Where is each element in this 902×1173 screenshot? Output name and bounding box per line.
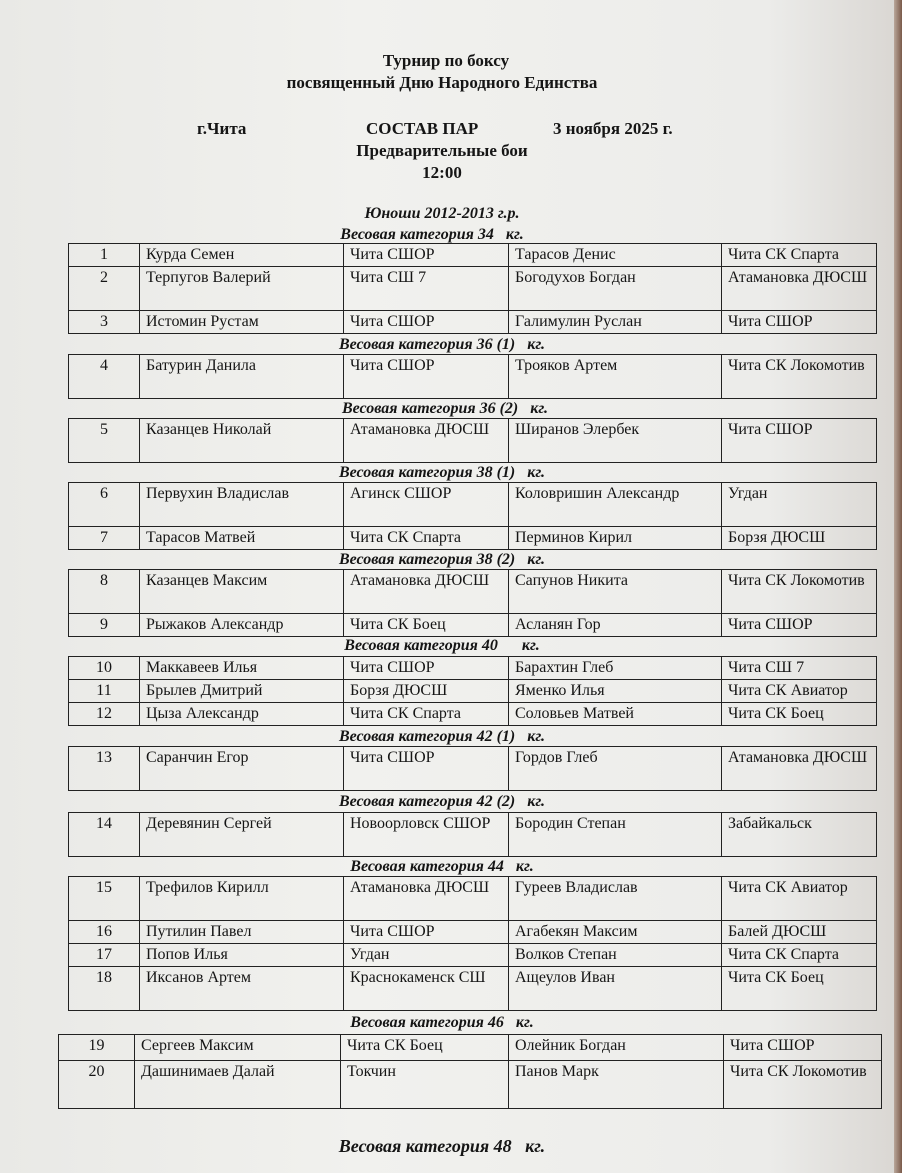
bout-number: 14 (69, 813, 140, 857)
fighter-2-name: Панов Марк (509, 1061, 724, 1109)
weight-category: Весовая категория 44 кг. (350, 858, 534, 875)
fighter-2-club: Чита СК Спарта (722, 244, 877, 267)
table-row (69, 570, 877, 614)
fighter-1-name: Деревянин Сергей (140, 813, 344, 857)
bouts-table (68, 656, 877, 726)
weight-category: Весовая категория 40 кг. (344, 637, 540, 654)
fighter-1-club: Атамановка ДЮСШ (344, 570, 509, 614)
bout-number: 10 (69, 657, 140, 680)
fighter-2-name: Асланян Гор (509, 614, 722, 637)
fighter-1-name: Путилин Павел (140, 921, 344, 944)
table-row (69, 657, 877, 680)
fighter-1-name: Первухин Владислав (140, 483, 344, 527)
fighter-1-club: Чита СК Боец (341, 1035, 509, 1061)
city: г.Чита (197, 119, 247, 138)
bout-number: 11 (69, 680, 140, 703)
fighter-2-club: Чита СК Спарта (722, 944, 877, 967)
table-row (59, 1035, 882, 1061)
fighter-2-club: Атамановка ДЮСШ (722, 267, 877, 311)
fighter-1-name: Иксанов Артем (140, 967, 344, 1011)
fighter-2-club: Угдан (722, 483, 877, 527)
fighter-1-name: Казанцев Максим (140, 570, 344, 614)
fighter-2-name: Гордов Глеб (509, 747, 722, 791)
fighter-2-name: Барахтин Глеб (509, 657, 722, 680)
fighter-1-club: Чита СК Спарта (344, 527, 509, 550)
bout-number: 13 (69, 747, 140, 791)
fighter-2-name: Ширанов Элербек (509, 419, 722, 463)
fighter-1-club: Чита СШОР (344, 355, 509, 399)
bout-number: 5 (69, 419, 140, 463)
bouts-table (68, 876, 877, 1011)
fighter-2-name: Яменко Илья (509, 680, 722, 703)
weight-category: Весовая категория 38 (2) кг. (338, 551, 546, 568)
table-row (69, 813, 877, 857)
fighter-1-club: Агинск СШОР (344, 483, 509, 527)
table-row (69, 614, 877, 637)
document-title: СОСТАВ ПАР (366, 119, 479, 138)
fighter-2-name: Трояков Артем (509, 355, 722, 399)
title-line-2: посвященный Дню Народного Единства (286, 73, 598, 92)
bout-number: 19 (59, 1035, 135, 1061)
fighter-1-club: Чита СК Боец (344, 614, 509, 637)
bouts-table (68, 746, 877, 791)
fighter-1-name: Казанцев Николай (140, 419, 344, 463)
fighter-1-club: Атамановка ДЮСШ (344, 877, 509, 921)
bouts-table (68, 812, 877, 857)
fighter-1-name: Терпугов Валерий (140, 267, 344, 311)
table-row (69, 483, 877, 527)
weight-category: Весовая категория 46 кг. (350, 1014, 534, 1031)
fighter-2-name: Волков Степан (509, 944, 722, 967)
bouts-table (68, 482, 877, 550)
fighter-2-club: Чита СК Боец (722, 703, 877, 726)
fighter-2-club: Чита СК Авиатор (722, 877, 877, 921)
fighter-2-name: Олейник Богдан (509, 1035, 724, 1061)
table-row (69, 747, 877, 791)
fighter-1-club: Чита СШ 7 (344, 267, 509, 311)
fighter-1-club: Угдан (344, 944, 509, 967)
fighter-1-club: Чита СК Спарта (344, 703, 509, 726)
bout-number: 3 (69, 311, 140, 334)
bout-number: 18 (69, 967, 140, 1011)
fighter-1-club: Чита СШОР (344, 244, 509, 267)
fighter-2-name: Бородин Степан (509, 813, 722, 857)
fighter-1-club: Чита СШОР (344, 657, 509, 680)
fighter-1-club: Чита СШОР (344, 921, 509, 944)
fighter-1-name: Саранчин Егор (140, 747, 344, 791)
bouts-table (68, 243, 877, 334)
fighter-1-club: Краснокаменск СШ (344, 967, 509, 1011)
fighter-2-name: Коловришин Александр (509, 483, 722, 527)
fighter-2-club: Чита СШ 7 (722, 657, 877, 680)
fighter-1-name: Дашинимаев Далай (135, 1061, 341, 1109)
fighter-2-club: Чита СК Локомотив (722, 355, 877, 399)
bouts-table (58, 1034, 882, 1109)
fighter-1-name: Попов Илья (140, 944, 344, 967)
fighter-2-name: Богодухов Богдан (509, 267, 722, 311)
fighter-2-name: Гуреев Владислав (509, 877, 722, 921)
table-row (69, 680, 877, 703)
fighter-1-club: Чита СШОР (344, 747, 509, 791)
bout-number: 1 (69, 244, 140, 267)
stage: Предварительные бои (356, 141, 528, 160)
weight-category: Весовая категория 48 кг. (338, 1136, 546, 1156)
date: 3 ноября 2025 г. (553, 119, 673, 138)
table-row (69, 967, 877, 1011)
weight-category: Весовая категория 36 (2) кг. (341, 400, 549, 417)
fighter-1-name: Трефилов Кирилл (140, 877, 344, 921)
bout-number: 4 (69, 355, 140, 399)
table-row (69, 311, 877, 334)
table-row (59, 1061, 882, 1109)
fighter-1-club: Новоорловск СШОР (344, 813, 509, 857)
fighter-2-club: Чита СК Локомотив (724, 1061, 882, 1109)
fighter-2-club: Чита СК Локомотив (722, 570, 877, 614)
fighter-1-name: Тарасов Матвей (140, 527, 344, 550)
bout-number: 15 (69, 877, 140, 921)
time: 12:00 (422, 163, 462, 182)
table-row (69, 244, 877, 267)
table-row (69, 877, 877, 921)
bout-number: 2 (69, 267, 140, 311)
fighter-2-name: Перминов Кирил (509, 527, 722, 550)
bout-number: 6 (69, 483, 140, 527)
fighter-2-club: Чита СШОР (722, 614, 877, 637)
fighter-2-club: Чита СШОР (722, 311, 877, 334)
fighter-2-name: Агабекян Максим (509, 921, 722, 944)
table-row (69, 419, 877, 463)
fighter-2-club: Забайкальск (722, 813, 877, 857)
bout-number: 20 (59, 1061, 135, 1109)
bouts-table (68, 569, 877, 637)
title-line-1: Турнир по боксу (382, 51, 510, 70)
weight-category: Весовая категория 38 (1) кг. (338, 464, 546, 481)
bout-number: 17 (69, 944, 140, 967)
fighter-1-club: Чита СШОР (344, 311, 509, 334)
fighter-2-club: Борзя ДЮСШ (722, 527, 877, 550)
fighter-1-name: Брылев Дмитрий (140, 680, 344, 703)
bout-number: 7 (69, 527, 140, 550)
bouts-table (68, 354, 877, 399)
fighter-2-club: Балей ДЮСШ (722, 921, 877, 944)
fighter-1-name: Цыза Александр (140, 703, 344, 726)
weight-category: Весовая категория 42 (1) кг. (338, 728, 546, 745)
fighter-1-name: Рыжаков Александр (140, 614, 344, 637)
age-group: Юноши 2012-2013 г.р. (364, 205, 520, 222)
table-row (69, 703, 877, 726)
fighter-1-name: Истомин Рустам (140, 311, 344, 334)
bout-number: 9 (69, 614, 140, 637)
fighter-1-name: Батурин Данила (140, 355, 344, 399)
fighter-1-club: Атамановка ДЮСШ (344, 419, 509, 463)
table-row (69, 355, 877, 399)
fighter-2-name: Соловьев Матвей (509, 703, 722, 726)
fighter-2-club: Чита СК Авиатор (722, 680, 877, 703)
fighter-2-name: Сапунов Никита (509, 570, 722, 614)
page-edge-shadow (894, 0, 902, 1173)
fighter-2-club: Атамановка ДЮСШ (722, 747, 877, 791)
table-row (69, 527, 877, 550)
bouts-table (68, 418, 877, 463)
fighter-2-club: Чита СК Боец (722, 967, 877, 1011)
table-row (69, 921, 877, 944)
table-row (69, 267, 877, 311)
fighter-1-club: Токчин (341, 1061, 509, 1109)
fighter-1-name: Курда Семен (140, 244, 344, 267)
fighter-2-name: Галимулин Руслан (509, 311, 722, 334)
fighter-2-name: Тарасов Денис (509, 244, 722, 267)
fighter-1-name: Маккавеев Илья (140, 657, 344, 680)
weight-category: Весовая категория 36 (1) кг. (338, 336, 546, 353)
bout-number: 12 (69, 703, 140, 726)
fighter-2-club: Чита СШОР (722, 419, 877, 463)
fighter-2-name: Ащеулов Иван (509, 967, 722, 1011)
fighter-1-club: Борзя ДЮСШ (344, 680, 509, 703)
bout-number: 16 (69, 921, 140, 944)
bout-number: 8 (69, 570, 140, 614)
weight-category: Весовая категория 34 кг. (340, 226, 524, 243)
table-row (69, 944, 877, 967)
fighter-2-club: Чита СШОР (724, 1035, 882, 1061)
fighter-1-name: Сергеев Максим (135, 1035, 341, 1061)
weight-category: Весовая категория 42 (2) кг. (338, 793, 546, 810)
